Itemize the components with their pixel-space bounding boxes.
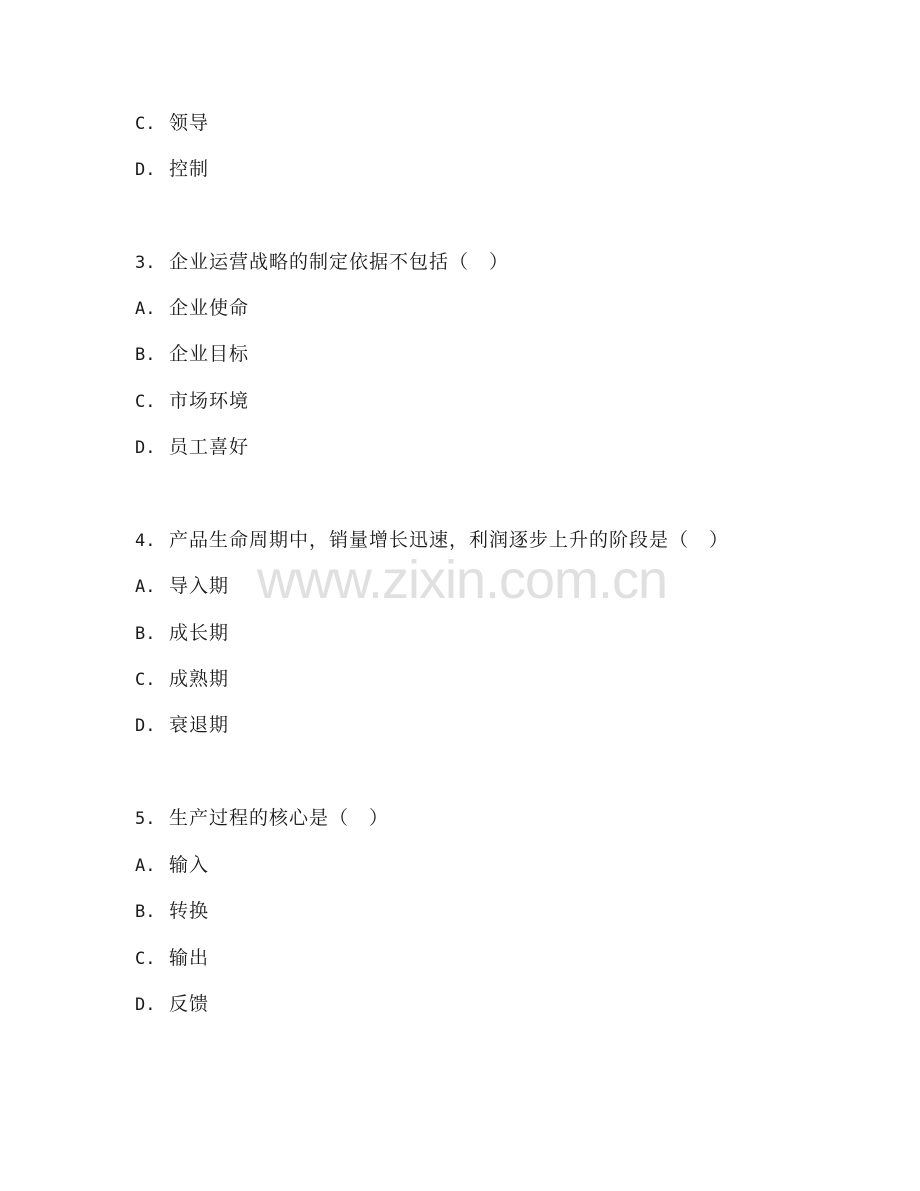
option-text: 控制 xyxy=(169,158,210,180)
option-text: 导入期 xyxy=(169,575,230,597)
watermark: www.zixin.com.cn xyxy=(256,550,668,610)
q4-option-a xyxy=(135,571,229,601)
option-text: 反馈 xyxy=(169,993,210,1015)
q4-option-d xyxy=(135,710,229,740)
q3-option-a xyxy=(135,293,249,323)
option-marker: D. xyxy=(135,438,156,458)
option-marker: D. xyxy=(135,995,156,1015)
q5-stem xyxy=(135,803,389,833)
option-text: 成熟期 xyxy=(169,668,230,690)
q3-option-b xyxy=(135,339,249,369)
option-marker: B. xyxy=(135,624,156,644)
option-marker: D. xyxy=(135,716,156,736)
option-marker: D. xyxy=(135,160,156,180)
option-marker: A. xyxy=(135,856,156,876)
q4-stem xyxy=(135,525,729,555)
option-marker: A. xyxy=(135,299,156,319)
question-number: 4. xyxy=(135,531,156,551)
option-text: 员工喜好 xyxy=(169,436,250,458)
option-text: 输出 xyxy=(169,947,210,969)
question-number: 5. xyxy=(135,809,156,829)
question-number: 3. xyxy=(135,253,156,273)
question-text: 生产过程的核心是（ ） xyxy=(169,807,390,829)
option-text: 领导 xyxy=(169,112,210,134)
q4-option-c xyxy=(135,664,229,694)
option-text: 成长期 xyxy=(169,622,230,644)
option-text: 输入 xyxy=(169,854,210,876)
q3-stem xyxy=(135,247,509,277)
option-marker: B. xyxy=(135,902,156,922)
q3-option-c xyxy=(135,386,249,416)
option-marker: B. xyxy=(135,345,156,365)
option-marker: C. xyxy=(135,670,156,690)
q3-option-d xyxy=(135,432,249,462)
option-text: 衰退期 xyxy=(169,714,230,736)
q5-option-c xyxy=(135,943,209,973)
q5-option-b xyxy=(135,896,209,926)
option-marker: C. xyxy=(135,392,156,412)
option-text: 市场环境 xyxy=(169,390,250,412)
option-marker: C. xyxy=(135,949,156,969)
q5-option-d xyxy=(135,989,209,1019)
q2-option-d xyxy=(135,154,209,184)
q2-option-c xyxy=(135,108,209,138)
option-text: 转换 xyxy=(169,900,210,922)
question-text: 企业运营战略的制定依据不包括（ ） xyxy=(169,251,510,273)
option-text: 企业使命 xyxy=(169,297,250,319)
q5-option-a xyxy=(135,850,209,880)
option-marker: A. xyxy=(135,577,156,597)
question-text: 产品生命周期中，销量增长迅速，利润逐步上升的阶段是（ ） xyxy=(169,529,730,551)
q4-option-b xyxy=(135,618,229,648)
option-marker: C. xyxy=(135,114,156,134)
option-text: 企业目标 xyxy=(169,343,250,365)
